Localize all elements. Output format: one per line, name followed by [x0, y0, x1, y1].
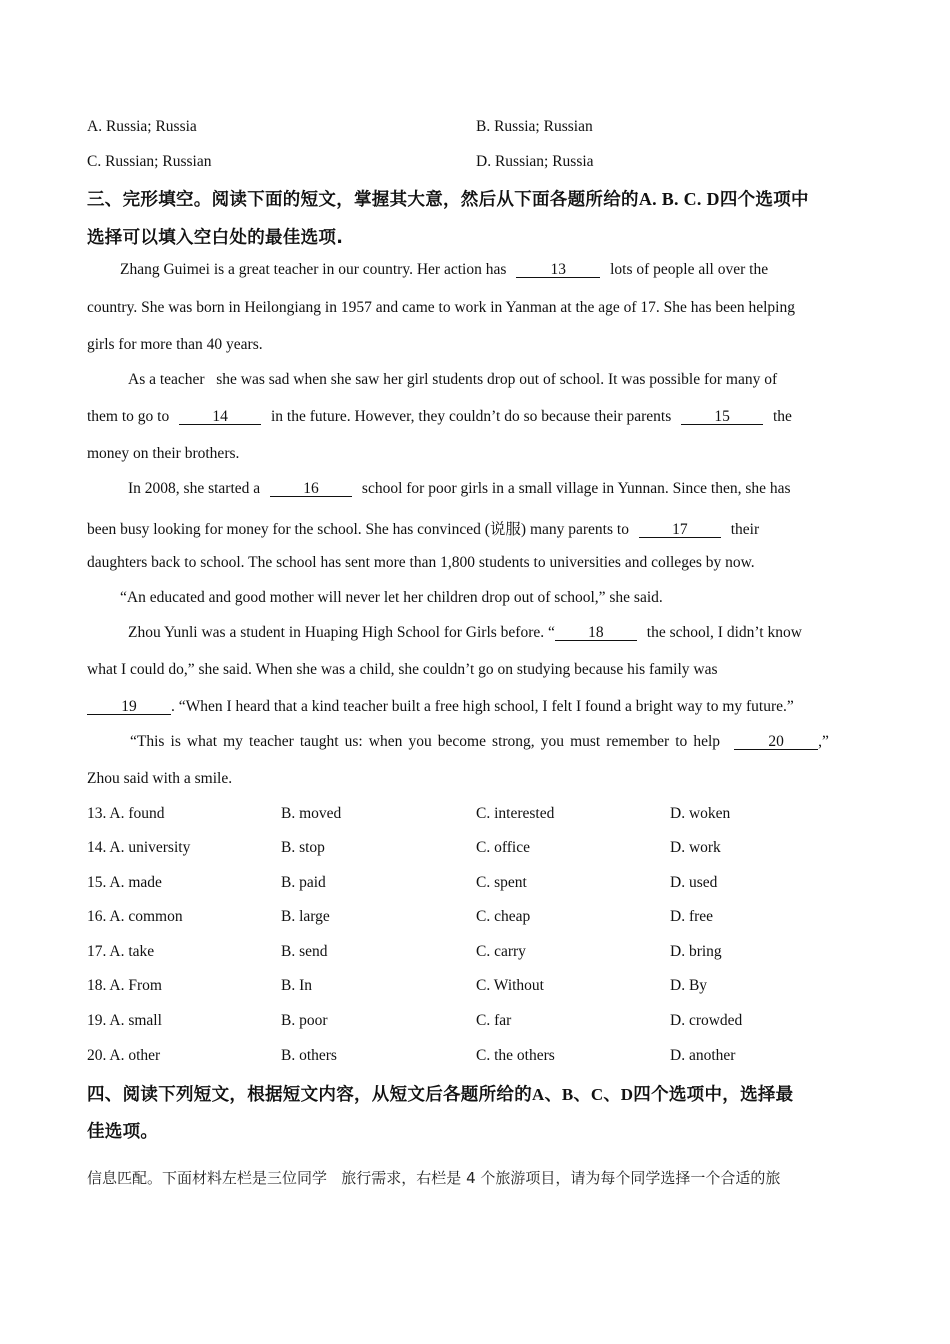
- passage-p2-line2: [87, 408, 792, 426]
- passage-p6-line2: Zhou said with a smile.: [87, 770, 233, 787]
- text-run: Zhang Guimei is a great teacher in our country. Her action has: [120, 261, 507, 278]
- question-18-option-b[interactable]: B. In: [281, 977, 312, 994]
- passage-p4: “An educated and good mother will never let her children drop out of school,” she said.: [120, 589, 663, 606]
- text-run: been busy looking for money for the school. She has convinced (说服) many parents to: [87, 521, 629, 538]
- question-19-option-a[interactable]: 19. A. small: [87, 1012, 162, 1029]
- text-run: “This is what my teacher taught us: when you become strong, you must remember to help: [130, 733, 721, 750]
- question-17-option-a[interactable]: 17. A. take: [87, 943, 155, 960]
- question-15-option-a[interactable]: 15. A. made: [87, 874, 162, 891]
- question-14-option-d[interactable]: D. work: [670, 839, 721, 856]
- question-18-option-a[interactable]: 18. A. From: [87, 977, 162, 994]
- section3-title: [87, 186, 809, 211]
- question-13-option-a[interactable]: 13. A. found: [87, 805, 165, 822]
- text-run: in the future. However, they couldn’t do so because their parents: [270, 408, 672, 425]
- question-17-option-d[interactable]: D. bring: [670, 943, 722, 960]
- prev-option-d: D. Russian; Russia: [476, 153, 594, 170]
- question-14-option-b[interactable]: B. stop: [281, 839, 325, 856]
- question-20-option-b[interactable]: B. others: [281, 1047, 337, 1064]
- question-17-option-b[interactable]: B. send: [281, 943, 328, 960]
- blank-19: 19: [87, 699, 171, 715]
- passage-p5-line3: [87, 698, 794, 716]
- question-13-option-b[interactable]: B. moved: [281, 805, 342, 822]
- passage-p3-line1: [128, 480, 791, 498]
- blank-14: 14: [179, 409, 261, 425]
- question-18-option-c[interactable]: C. Without: [476, 977, 544, 994]
- section4-info-line: 信息匹配。下面材料左栏是三位同学 旅行需求，右栏是 4 个旅游项目，请为每个同学选择一个合适的旅: [87, 1169, 781, 1187]
- question-20-option-c[interactable]: C. the others: [476, 1047, 555, 1064]
- question-17-option-c[interactable]: C. carry: [476, 943, 526, 960]
- passage-p2-line3: money on their brothers.: [87, 445, 240, 462]
- prev-option-b: B. Russia; Russian: [476, 118, 593, 135]
- passage-p2-line1: As a teacher she was sad when she saw her girl students drop out of school. It was possible for many of: [128, 371, 778, 388]
- text-run: . “When I heard that a kind teacher built a free high school, I felt I found a bright way to my future.”: [171, 698, 794, 715]
- question-18-option-d[interactable]: D. By: [670, 977, 708, 994]
- blank-17: 17: [639, 522, 721, 538]
- section4-title-letters: A、B、C、D: [532, 1085, 634, 1104]
- section4-title-suffix: 四个选项中，选择最: [633, 1085, 794, 1105]
- text-run: their: [730, 521, 760, 538]
- question-13-option-c[interactable]: C. interested: [476, 805, 555, 822]
- blank-16: 16: [270, 481, 352, 497]
- question-19-option-c[interactable]: C. far: [476, 1012, 512, 1029]
- prev-option-c: C. Russian; Russian: [87, 153, 212, 170]
- passage-p6-line1: [130, 733, 829, 751]
- section4-title: [87, 1080, 793, 1106]
- section3-title-prefix: 三、完形填空。阅读下面的短文，掌握其大意，然后从下面各题所给的: [87, 190, 639, 210]
- text-run: ,”: [818, 733, 829, 750]
- section3-title-suffix: 四个选项中: [719, 190, 809, 210]
- prev-option-a: A. Russia; Russia: [87, 118, 197, 135]
- question-19-option-b[interactable]: B. poor: [281, 1012, 328, 1029]
- text-run: them to go to: [87, 408, 170, 425]
- section3-title-letters: A. B. C. D: [638, 189, 720, 209]
- passage-p3-line3: daughters back to school. The school has sent more than 1,800 students to universities and colleges by now.: [87, 554, 755, 571]
- blank-15: 15: [681, 409, 763, 425]
- section3-title-line2: 选择可以填入空白处的最佳选项.: [87, 228, 344, 248]
- passage-p1-line1: [120, 261, 768, 279]
- blank-18: 18: [555, 625, 637, 641]
- question-14-option-c[interactable]: C. office: [476, 839, 530, 856]
- question-16-option-b[interactable]: B. large: [281, 908, 330, 925]
- passage-p3-line2: [87, 517, 759, 539]
- blank-20: 20: [734, 734, 818, 750]
- text-run: school for poor girls in a small village in Yunnan. Since then, she has: [361, 480, 791, 497]
- text-run: the: [772, 408, 792, 425]
- question-15-option-b[interactable]: B. paid: [281, 874, 326, 891]
- text-run: Zhou Yunli was a student in Huaping High School for Girls before. “: [128, 624, 555, 641]
- text-run: the school, I didn’t know: [646, 624, 802, 641]
- question-15-option-d[interactable]: D. used: [670, 874, 718, 891]
- question-20-option-d[interactable]: D. another: [670, 1047, 736, 1064]
- question-16-option-d[interactable]: D. free: [670, 908, 714, 925]
- section4-title-prefix: 四、阅读下列短文，根据短文内容，从短文后各题所给的: [87, 1085, 532, 1105]
- text-run: lots of people all over the: [610, 261, 769, 278]
- question-16-option-c[interactable]: C. cheap: [476, 908, 531, 925]
- question-15-option-c[interactable]: C. spent: [476, 874, 527, 891]
- question-13-option-d[interactable]: D. woken: [670, 805, 731, 822]
- blank-13: 13: [516, 262, 600, 278]
- question-14-option-a[interactable]: 14. A. university: [87, 839, 191, 856]
- passage-p5-line2: what I could do,” she said. When she was a child, she couldn’t go on studying because his family was: [87, 661, 718, 678]
- passage-p1-line3: girls for more than 40 years.: [87, 336, 263, 353]
- passage-p5-line1: [128, 624, 802, 642]
- section4-title-line2: 佳选项。: [87, 1122, 159, 1142]
- text-run: In 2008, she started a: [128, 480, 261, 497]
- question-16-option-a[interactable]: 16. A. common: [87, 908, 183, 925]
- question-19-option-d[interactable]: D. crowded: [670, 1012, 743, 1029]
- question-20-option-a[interactable]: 20. A. other: [87, 1047, 161, 1064]
- passage-p1-line2: country. She was born in Heilongiang in 1957 and came to work in Yanman at the age of 17. She has been helping: [87, 299, 795, 316]
